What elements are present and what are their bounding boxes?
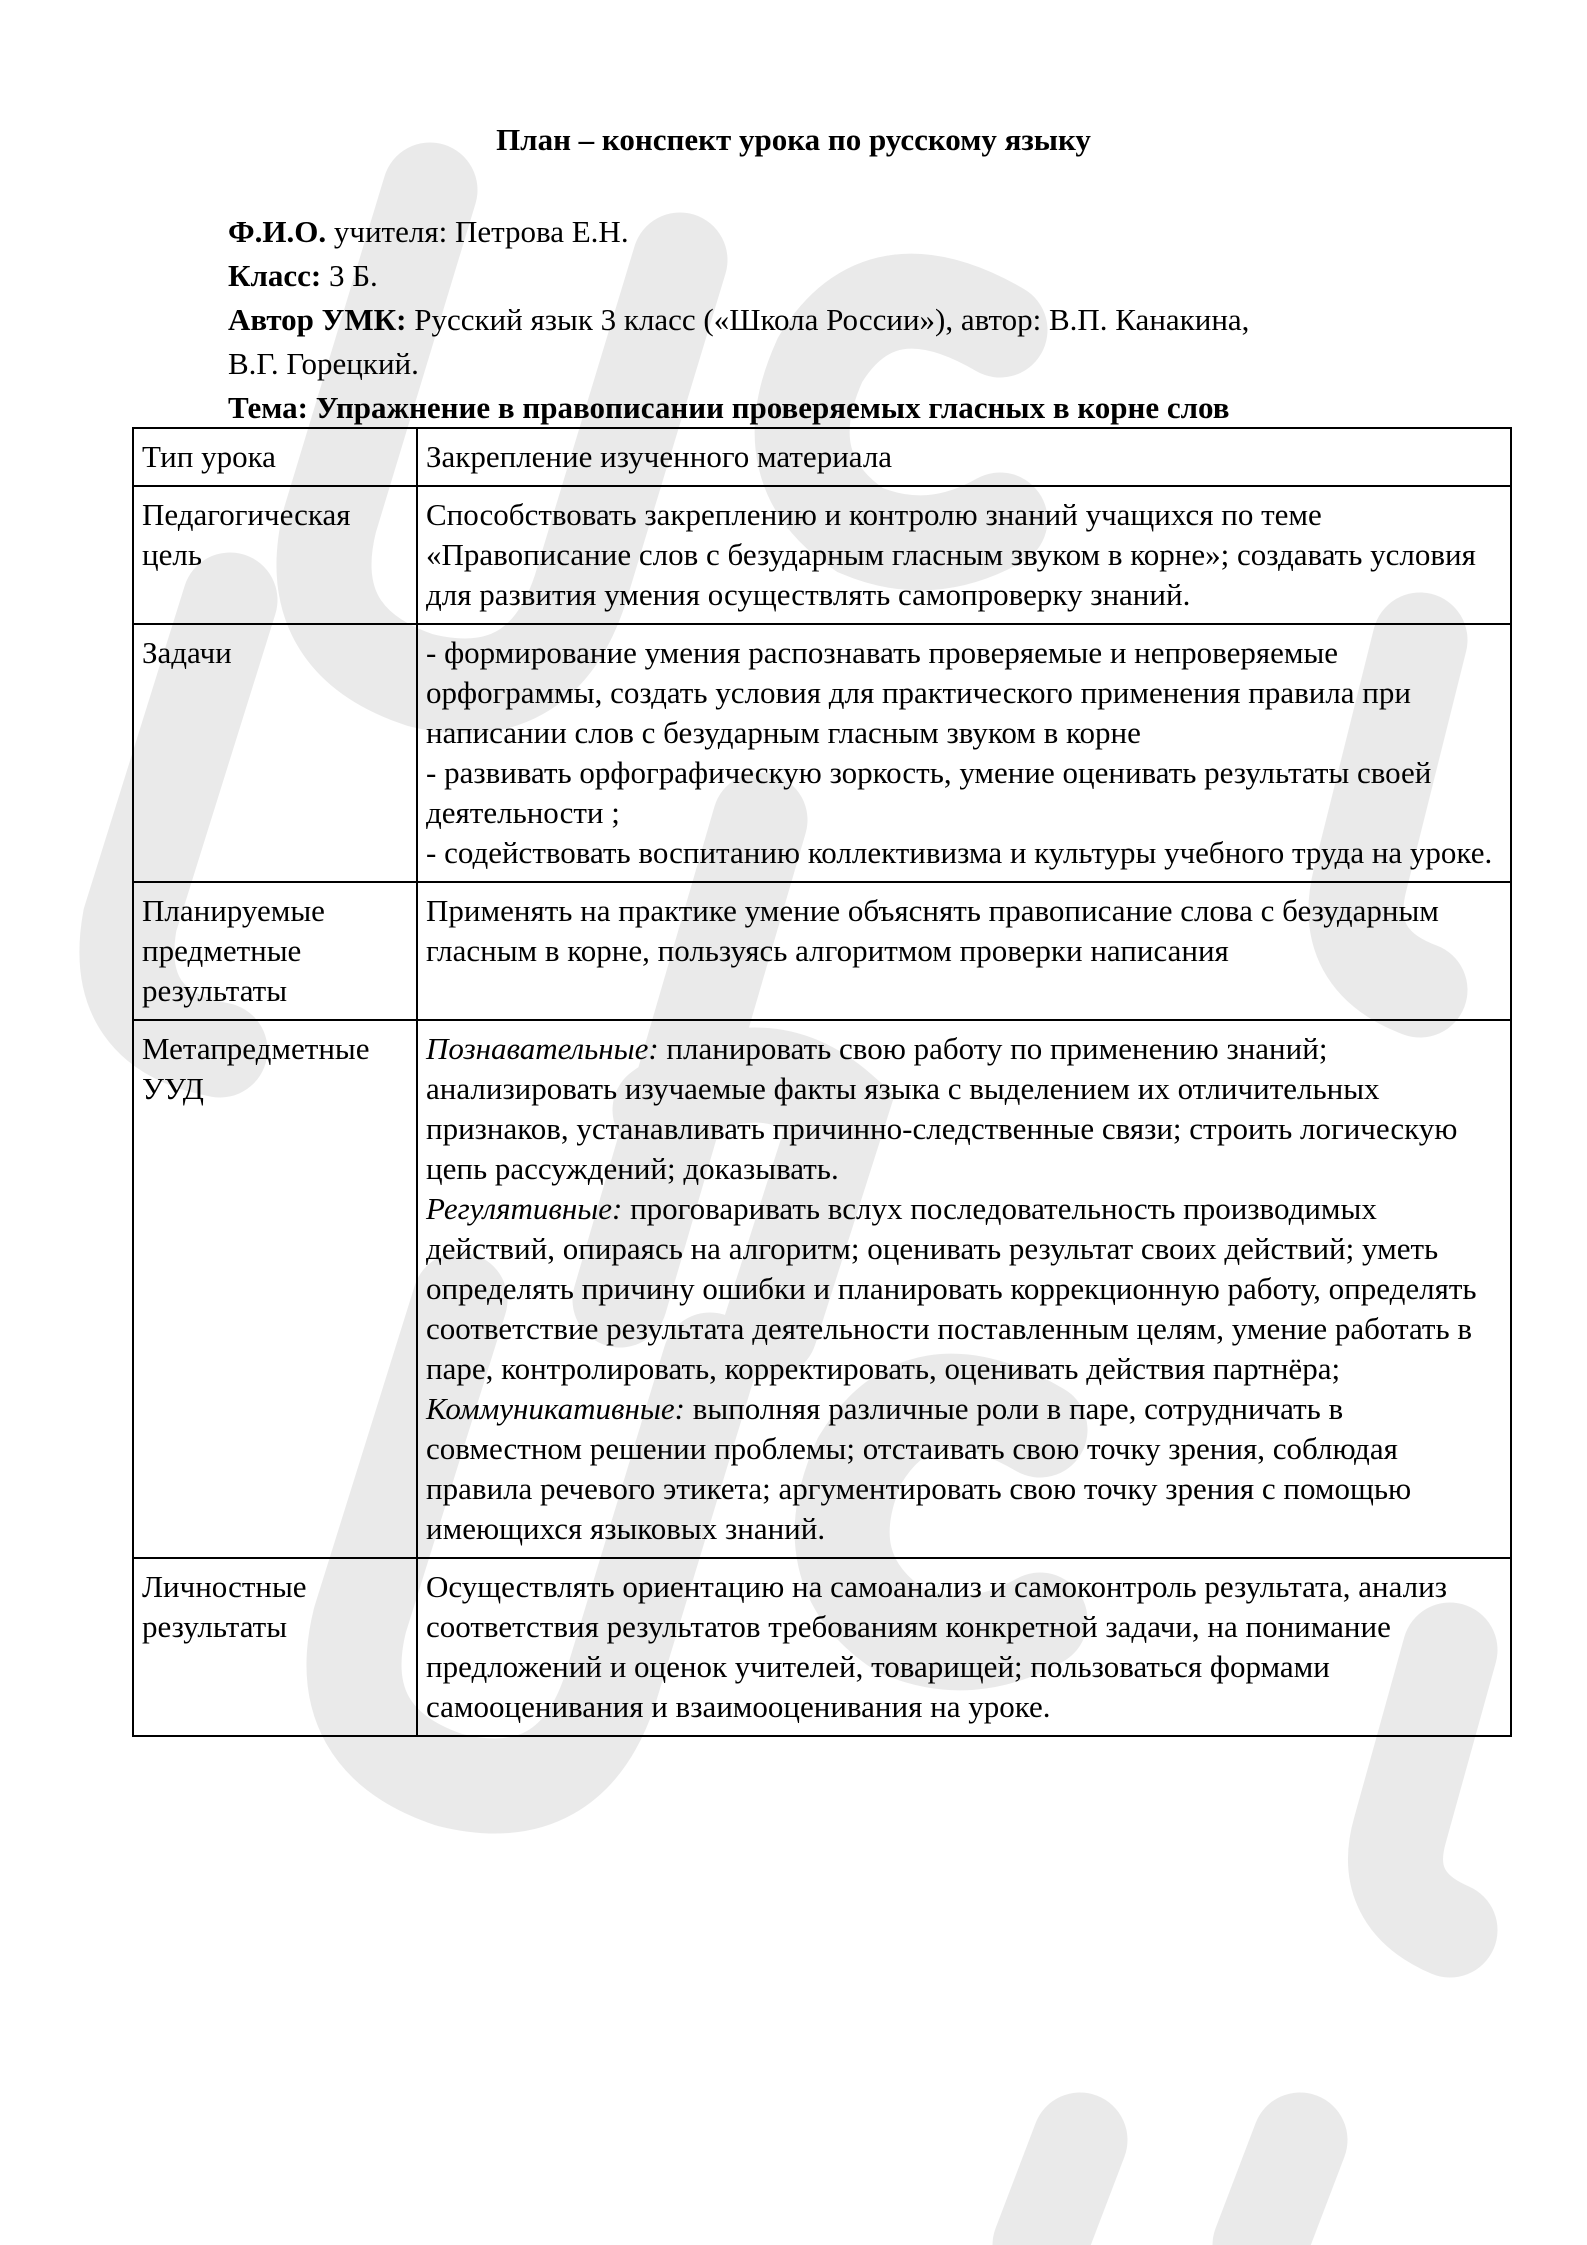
uud-cognitive [426,1029,1502,1189]
class-value: 3 Б. [321,258,378,293]
class-label: Класс: [228,258,322,293]
row-label: Задачи [133,624,417,882]
row-content [417,1020,1511,1558]
topic: Тема: Упражнение в правописании проверяемых гласных в корне слов [228,390,1230,425]
row-text: Способствовать закреплению и контролю знаний учащихся по теме «Правописание слов с безударным гласным звуком в корне»; создавать условия для развития умения осуществлять самопроверку знаний. [426,497,1476,612]
uud-regulatory [426,1189,1502,1389]
uud-section-title: Познавательные: [426,1031,659,1066]
page-title: План – конспект урока по русскому языку [496,122,1091,157]
row-text: Закрепление изученного материала [426,439,893,474]
umk-label: Автор УМК: [228,302,407,337]
task-item: - развивать орфографическую зоркость, умение оценивать результаты своей деятельности ; [426,755,1432,830]
row-label: Тип урока [133,428,417,486]
class-line [228,254,1518,298]
task-item: - содействовать воспитанию коллективизма и культуры учебного труда на уроке. [426,835,1493,870]
lesson-meta [228,210,1518,430]
task-item: - формирование умения распознавать проверяемые и непроверяемые орфограммы, создать условия для практического применения правила при написании слов с безударным гласным звуком в корне [426,635,1411,750]
table-row [133,882,1511,1020]
uud-section-title: Регулятивные: [426,1191,623,1226]
table-row [133,1020,1511,1558]
teacher-line [228,210,1518,254]
table-row [133,624,1511,882]
row-label: Планируемые предметные результаты [133,882,417,1020]
row-text: Применять на практике умение объяснять правописание слова с безударным гласным в корне, пользуясь алгоритмом проверки написания [426,893,1439,968]
row-content [417,1558,1511,1736]
row-content [417,486,1511,624]
uud-section-text: планировать свою работу по применению знаний; анализировать изучаемые факты языка с выделением их отличительных признаков, устанавливать причинно-следственные связи; строить логическую цепь рассуждений; доказывать. [426,1031,1458,1186]
lesson-plan-table [132,427,1512,1737]
row-label: Педагогическая цель [133,486,417,624]
row-content [417,624,1511,882]
umk-line [228,298,1518,342]
row-text: Осуществлять ориентацию на самоанализ и самоконтроль результата, анализ соответствия результатов требованиям конкретной задачи, на понимание предложений и оценок учителей, товарищей; пользоваться формами самооценивания и взаимооценивания на уроке. [426,1569,1447,1724]
uud-section-text: выполняя различные роли в паре, сотрудничать в совместном решении проблемы; отстаивать свою точку зрения, соблюдая правила речевого этикета; аргументировать свою точку зрения с помощью имеющихся языковых знаний. [426,1391,1412,1546]
uud-communicative [426,1389,1502,1549]
uud-section-text: проговаривать вслух последовательность производимых действий, опираясь на алгоритм; оценивать результат своих действий; уметь определять причину ошибки и планировать коррекционную работу, определять соответствие результата деятельности поставленным целям, умение работать в паре, контролировать, корректировать, оценивать действия партнёра; [426,1191,1477,1386]
row-label: Метапредметные УУД [133,1020,417,1558]
teacher-label: Ф.И.О. [228,214,327,249]
table-row [133,428,1511,486]
topic-line [228,386,1518,430]
umk-line-2: В.Г. Горецкий. [228,346,419,381]
table-row [133,486,1511,624]
row-content [417,428,1511,486]
row-content [417,882,1511,1020]
uud-section-title: Коммуникативные: [426,1391,685,1426]
row-label: Личностные результаты [133,1558,417,1736]
table-row [133,1558,1511,1736]
teacher-value: учителя: Петрова Е.Н. [326,214,629,249]
umk-value: Русский язык 3 класс («Школа России»), автор: В.П. Канакина, [406,302,1250,337]
